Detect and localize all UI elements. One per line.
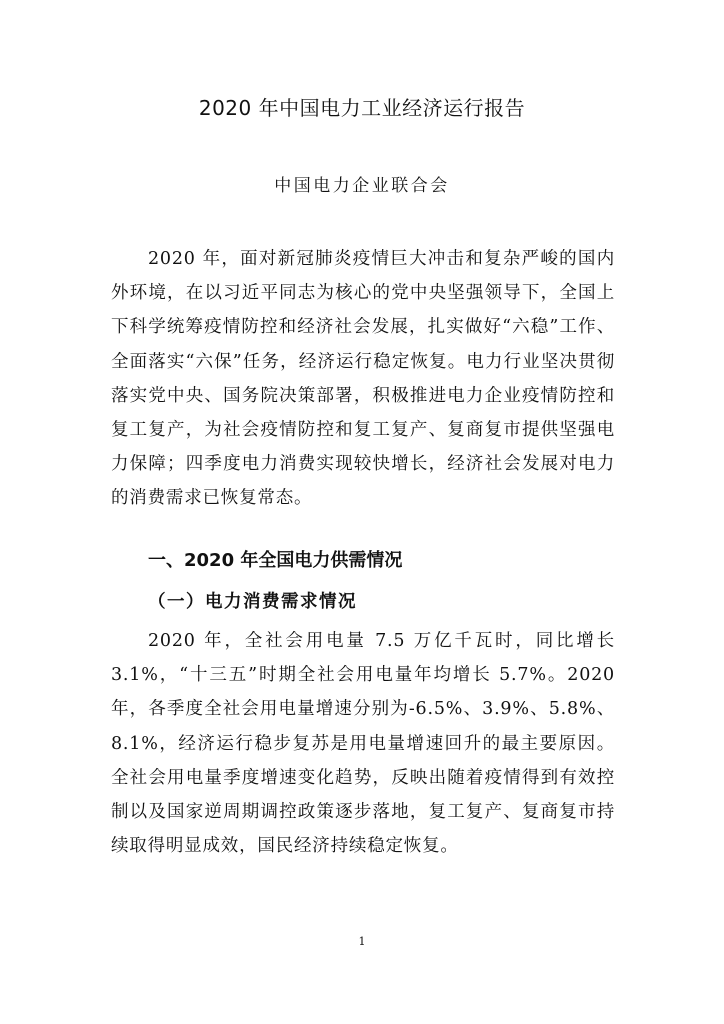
intro-paragraph: 2020 年，面对新冠肺炎疫情巨大冲击和复杂严峻的国内外环境，在以习近平同志为核心的党中央坚强领导下，全国上下科学统筹疫情防控和经济社会发展，扎实做好“六稳”工作、全面落实“六保”任务，经济运行稳定恢复。电力行业坚决贯彻落实党中央、国务院决策部署，积极推进电力企业疫情防控和复工复产，为社会疫情防控和复工复产、复商复市提供坚强电力保障；四季度电力消费实现较快增长，经济社会发展对电力的消费需求已恢复常态。 bbox=[111, 249, 615, 509]
page-number: 1 bbox=[358, 935, 366, 948]
subsection-heading: （一）电力消费需求情况 bbox=[148, 592, 357, 612]
author-organization: 中国电力企业联合会 bbox=[274, 176, 450, 196]
consumption-paragraph: 2020 年，全社会用电量 7.5 万亿千瓦时，同比增长 3.1%，“十三五”时期全社会用电量年均增长 5.7%。2020 年，各季度全社会用电量增速分别为-6.5%、3.9%、5.8%、8.1%，经济运行稳步复苏是用电量增速回升的最主要原因。全社会用电量季度增速变化趋势，反映出随着疫情得到有效控制以及国家逆周期调控政策逐步落地，复工复产、复商复市持续取得明显成效，国民经济持续稳定恢复。 bbox=[111, 631, 615, 857]
report-title: 2020 年中国电力工业经济运行报告 bbox=[198, 96, 526, 120]
section-heading: 一、2020 年全国电力供需情况 bbox=[148, 550, 403, 571]
